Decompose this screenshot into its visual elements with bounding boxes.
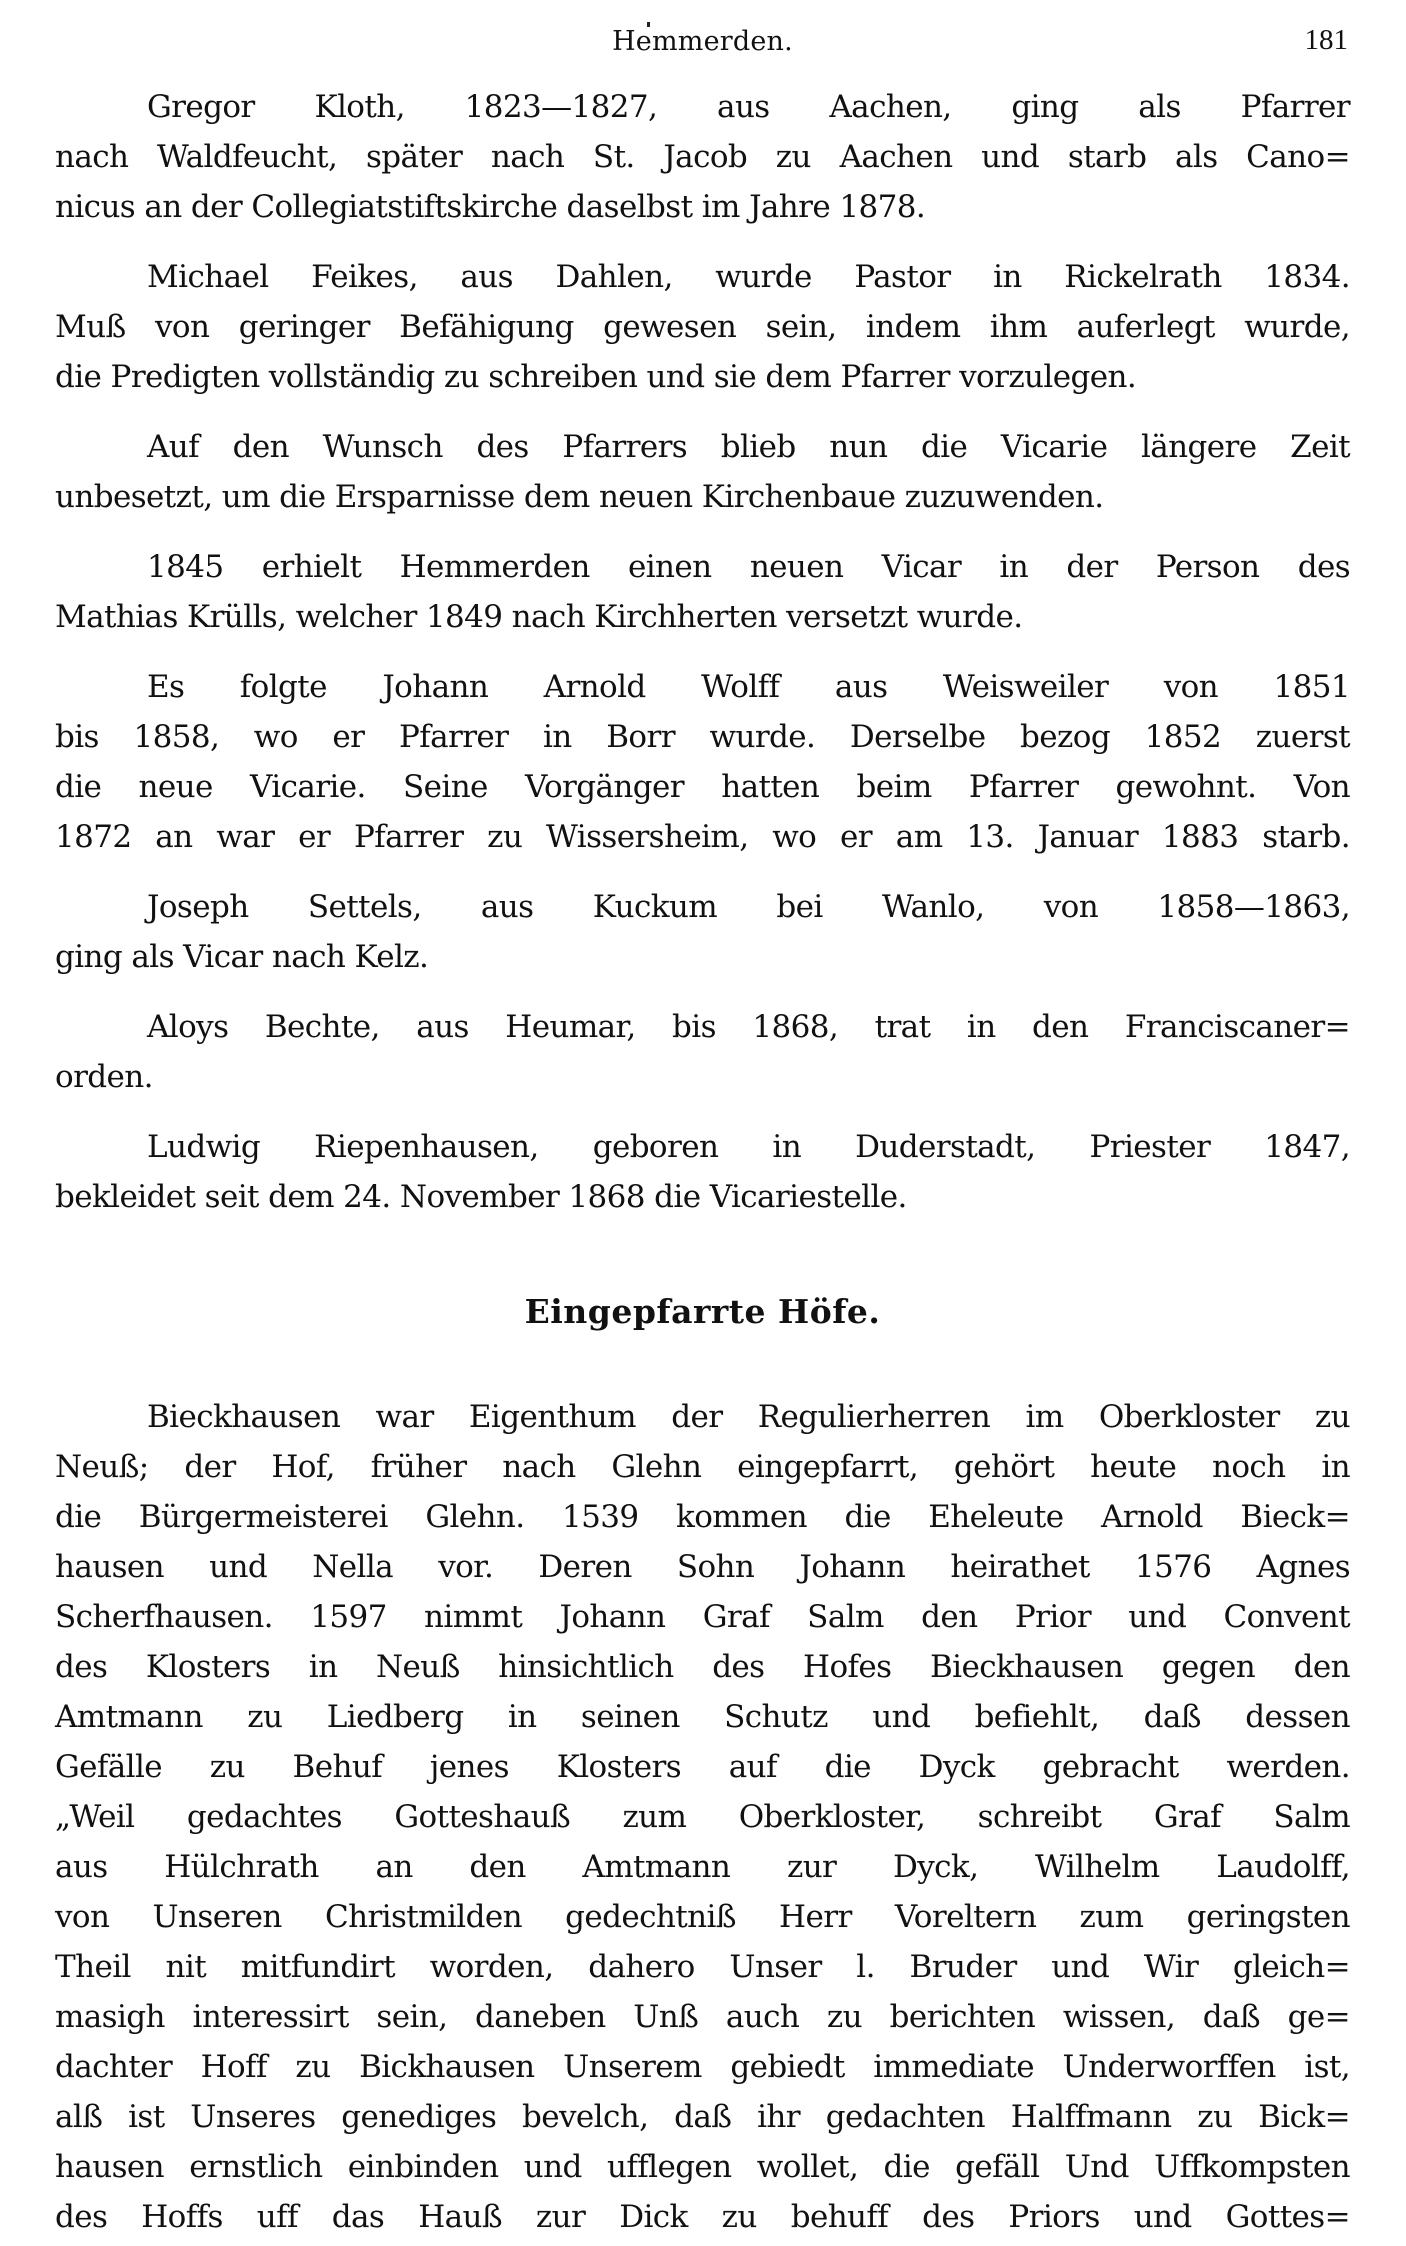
running-head: [55, 18, 1350, 58]
text-line: des Klosters in Neuß hinsichtlich des Hofes Bieckhausen gegen den: [55, 1649, 1350, 1685]
text-line: Gefälle zu Behuf jenes Klosters auf die Dyck gebracht werden.: [55, 1749, 1350, 1785]
text-line: Es folgte Johann Arnold Wolff aus Weisweiler von 1851: [147, 669, 1350, 705]
paragraph-joseph-settels: [55, 882, 1350, 982]
text-line: Joseph Settels, aus Kuckum bei Wanlo, von 1858—1863,: [147, 889, 1350, 925]
text-line: von Unseren Christmilden gedechtniß Herr Voreltern zum geringsten: [55, 1899, 1350, 1935]
text-line: ging als Vicar nach Kelz.: [55, 939, 429, 975]
text-line: nicus an der Collegiatstiftskirche daselbst im Jahre 1878.: [55, 189, 926, 225]
text-line: dachter Hoff zu Bickhausen Unserem gebiedt immediate Underworffen ist,: [55, 2049, 1350, 2085]
paragraph-aloys-bechte: [55, 1002, 1350, 1102]
paragraph-johann-arnold-wolff: [55, 662, 1350, 862]
paragraph-ludwig-riepenhausen: [55, 1122, 1350, 1222]
text-line: unbesetzt, um die Ersparnisse dem neuen Kirchenbaue zuzuwenden.: [55, 479, 1104, 515]
running-title: Hemmerden.: [612, 26, 793, 57]
text-line: Amtmann zu Liedberg in seinen Schutz und befiehlt, daß dessen: [55, 1699, 1350, 1735]
text-line: hausen und Nella vor. Deren Sohn Johann heirathet 1576 Agnes: [55, 1549, 1350, 1585]
text-line: alß ist Unseres genediges bevelch, daß ihr gedachten Halffmann zu Bick=: [55, 2099, 1350, 2135]
text-line: die Bürgermeisterei Glehn. 1539 kommen die Eheleute Arnold Bieck=: [55, 1499, 1350, 1535]
paragraph-michael-feikes: [55, 252, 1350, 402]
text-line: aus Hülchrath an den Amtmann zur Dyck, Wilhelm Laudolff,: [55, 1849, 1350, 1885]
text-line: bekleidet seit dem 24. November 1868 die Vicariestelle.: [55, 1179, 907, 1215]
paragraph-bieckhausen: [55, 1392, 1350, 2242]
text-line: Mathias Krülls, welcher 1849 nach Kirchherten versetzt wurde.: [55, 599, 1023, 635]
text-line: Auf den Wunsch des Pfarrers blieb nun die Vicarie längere Zeit: [147, 429, 1350, 465]
text-line: 1872 an war er Pfarrer zu Wissersheim, wo er am 13. Januar 1883 starb.: [55, 819, 1350, 855]
text-line: Theil nit mitfundirt worden, dahero Unser l. Bruder und Wir gleich=: [55, 1949, 1350, 1985]
text-line: Neuß; der Hof, früher nach Glehn eingepfarrt, gehört heute noch in: [55, 1449, 1350, 1485]
paragraph-mathias-kruells: [55, 542, 1350, 642]
text-line: hausen ernstlich einbinden und ufflegen wollet, die gefäll Und Uffkompsten: [55, 2149, 1350, 2185]
text-line: Michael Feikes, aus Dahlen, wurde Pastor in Rickelrath 1834.: [147, 259, 1350, 295]
page-number: 181: [1304, 24, 1348, 56]
text-line: des Hoffs uff das Hauß zur Dick zu behuff des Priors und Gottes=: [55, 2199, 1350, 2235]
body-text: [55, 82, 1350, 2242]
text-line: bis 1858, wo er Pfarrer in Borr wurde. Derselbe bezog 1852 zuerst: [55, 719, 1350, 755]
text-line: masigh interessirt sein, daneben Unß auch zu berichten wissen, daß ge=: [55, 1999, 1350, 2035]
text-line: Ludwig Riepenhausen, geboren in Duderstadt, Priester 1847,: [147, 1129, 1350, 1165]
text-line: die Predigten vollständig zu schreiben und sie dem Pfarrer vorzulegen.: [55, 359, 1137, 395]
text-line: Gregor Kloth, 1823—1827, aus Aachen, ging als Pfarrer: [147, 89, 1350, 125]
text-line: Scherfhausen. 1597 nimmt Johann Graf Salm den Prior und Convent: [55, 1599, 1350, 1635]
text-line: die neue Vicarie. Seine Vorgänger hatten beim Pfarrer gewohnt. Von: [55, 769, 1350, 805]
text-line: 1845 erhielt Hemmerden einen neuen Vicar in der Person des: [147, 549, 1350, 585]
text-line: Aloys Bechte, aus Heumar, bis 1868, trat in den Franciscaner=: [147, 1009, 1350, 1045]
text-line: „Weil gedachtes Gotteshauß zum Oberkloster, schreibt Graf Salm: [55, 1799, 1350, 1835]
paragraph-vicarie-unbesetzt: [55, 422, 1350, 522]
text-line: Bieckhausen war Eigenthum der Regulierherren im Oberkloster zu: [147, 1399, 1350, 1435]
paragraph-gregor-kloth: [55, 82, 1350, 232]
text-line: nach Waldfeucht, später nach St. Jacob zu Aachen und starb als Cano=: [55, 139, 1350, 175]
section-heading: Eingepfarrte Höfe.: [524, 1292, 881, 1331]
text-line: Muß von geringer Befähigung gewesen sein, indem ihm auferlegt wurde,: [55, 309, 1350, 345]
text-line: orden.: [55, 1059, 153, 1095]
